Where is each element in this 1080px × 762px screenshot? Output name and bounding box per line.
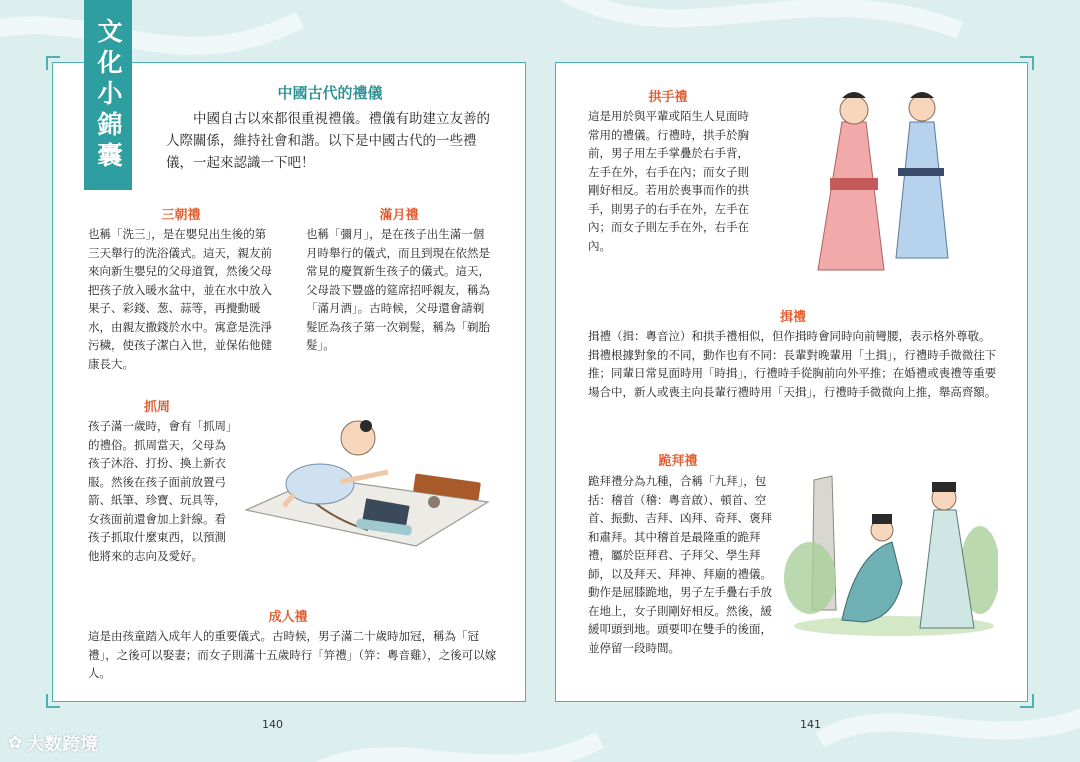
section-title-zhuazhou: 抓周 — [143, 400, 170, 415]
culture-banner: 文化小錦囊 — [84, 0, 132, 190]
gongshou-illustration — [800, 88, 960, 278]
page-number-left: 140 — [262, 718, 283, 731]
section-title-gongshou: 拱手禮 — [648, 90, 688, 105]
corner-ornament — [46, 56, 60, 70]
section-body-sanzhao: 也稱「洗三」，是在嬰兒出生後的第三天舉行的洗浴儀式。這天，親友前來向新生嬰兒的父母道賀，然後父母把孩子放入暖水盆中，並在水中放入果子、彩錢、葱、蒜等，再攪動暖水，由親友撒錢於水中。寓意是洗淨污穢，使孩子潔白入世，並保佑他健康長大。 — [88, 227, 272, 371]
section-title-yili: 揖禮 — [779, 310, 806, 325]
section-title-manyue: 滿月禮 — [379, 208, 419, 223]
section-body-gongshou: 這是用於與平輩或陌生人見面時常用的禮儀。行禮時，拱手於胸前，男子用左手掌疊於右手背，左手在外，右手在內；而女子則剛好相反。若用於喪事而作的拱手，則男子的右手在外，左手在內；而女子則左手在外，右手在內。 — [588, 109, 749, 253]
guibai-illustration — [784, 470, 998, 638]
page-number-right: 141 — [800, 718, 821, 731]
page-title: 中國古代的禮儀 — [277, 84, 383, 102]
zhuazhou-illustration — [238, 418, 500, 550]
section-body-chengren: 這是由孩童踏入成年人的重要儀式。古時候，男子滿二十歲時加冠，稱為「冠禮」，之後可以娶妻；而女子則滿十五歲時行「笄禮」（笄：粵音雞），之後可以嫁人。 — [88, 629, 497, 680]
section-body-guibai: 跪拜禮分為九種，合稱「九拜」，包括：稽首（稽：粵音啟）、頓首、空首、振動、吉拜、凶拜、奇拜、褒拜和肅拜。其中稽首是最隆重的跪拜禮，屬於臣拜君、子拜父、學生拜師，以及拜天、拜神、拜廟的禮儀。動作是屈膝跪地，男子左手疊右手放在地上，女子則剛好相反。然後，緩緩叩頭到地。頭要叩在雙手的後面，並停留一段時間。 — [588, 474, 772, 655]
watermark-logo — [8, 730, 98, 756]
intro-paragraph: 中國自古以來都很重視禮儀。禮儀有助建立友善的人際關係，維持社會和諧。以下是中國古代的一些禮儀，一起來認識一下吧！ — [166, 111, 490, 171]
section-title-guibai: 跪拜禮 — [658, 454, 698, 469]
watermark-text: 大数跨境 — [26, 734, 99, 755]
section-body-zhuazhou: 孩子滿一歲時，會有「抓周」的禮俗。抓周當天，父母為孩子沐浴、打扮、換上新衣服。然後在孩子面前放置弓箭、紙筆、珍寶、玩具等，女孩面前還會加上針線。看孩子抓取什麼東西，以預測他將來的志向及愛好。 — [88, 419, 232, 563]
section-body-yili: 揖禮（揖：粵音泣）和拱手禮相似，但作揖時會同時向前彎腰，表示格外尊敬。揖禮根據對象的不同，動作也有不同：長輩對晚輩用「土揖」，行禮時手微微往下推；同輩日常見面時用「時揖」，行禮時手從胸前向外平推；在婚禮或喪禮等重要場合中，新人或喪主向長輩行禮時用「天揖」，行禮時手微微向上推，舉高齊額。 — [588, 329, 997, 399]
section-body-manyue: 也稱「彌月」，是在孩子出生滿一個月時舉行的儀式，而且到現在依然是常見的慶賀新生孩子的儀式。這天，父母設下豐盛的筵席招呼親友，稱為「滿月酒」。古時候，父母還會請剃髮匠為孩子第一次剃髮，稱為「剃胎髮」。 — [306, 227, 490, 352]
corner-ornament — [46, 694, 60, 708]
corner-ornament — [1020, 694, 1034, 708]
section-title-sanzhao: 三朝禮 — [161, 208, 201, 223]
section-title-chengren: 成人禮 — [268, 610, 308, 625]
watermark-mark-icon: ✿ — [8, 733, 23, 753]
corner-ornament — [1020, 56, 1034, 70]
